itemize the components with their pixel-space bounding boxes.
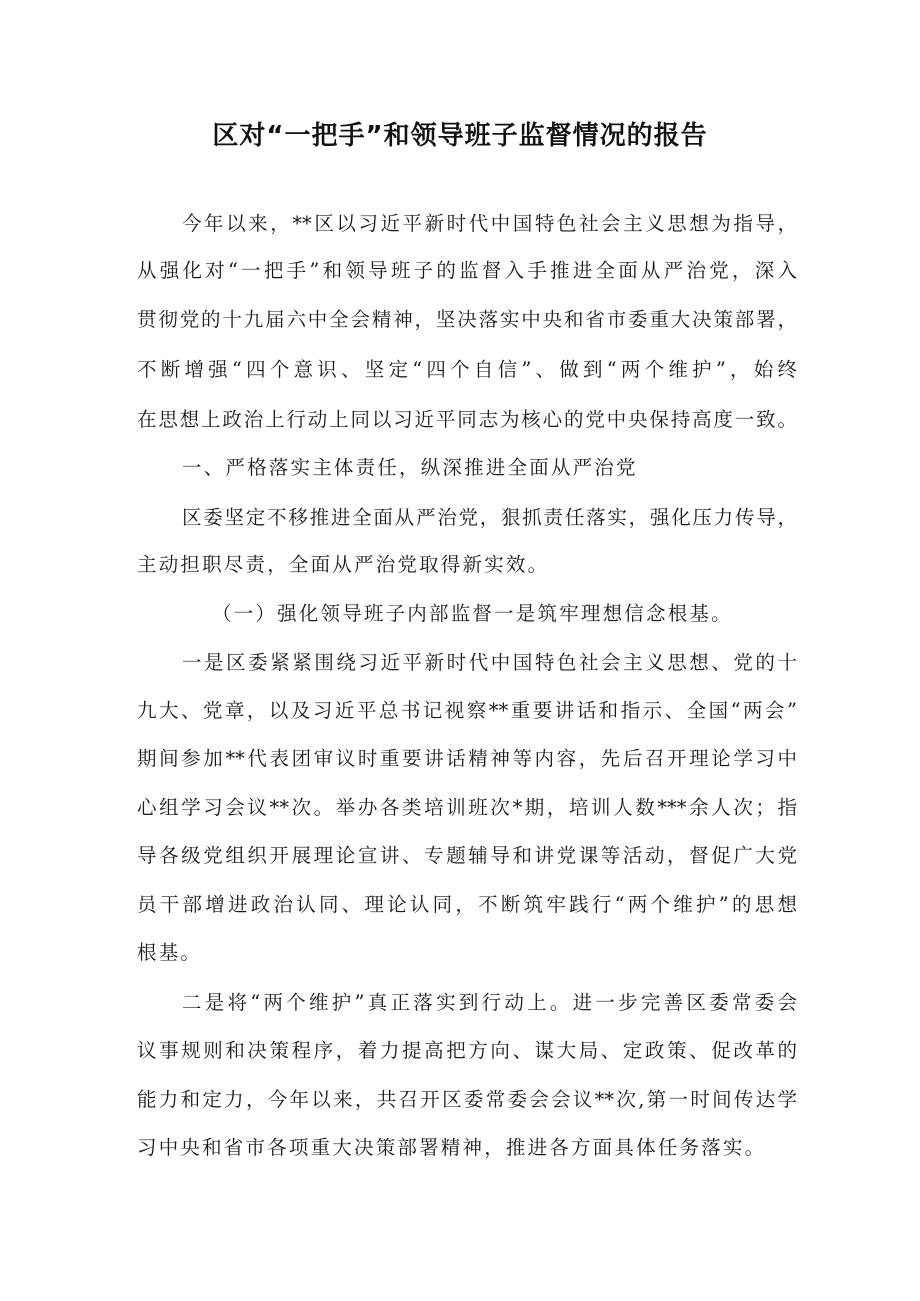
paragraph-line: 从强化对“一把手”和领导班子的监督入手推进全面从严治党，深入	[137, 259, 797, 282]
paragraph-line: 在思想上政治上行动上同以习近平同志为核心的党中央保持高度一致。	[137, 408, 797, 431]
paragraph-line: 员干部增进政治认同、理论认同，不断筑牢践行“两个维护”的思想	[137, 893, 797, 916]
paragraph-line: 根基。	[137, 941, 203, 964]
section-heading: 一、严格落实主体责任，纵深推进全面从严治党	[182, 456, 638, 479]
paragraph-line: 议事规则和决策程序，着力提高把方向、谋大局、定政策、促改革的	[137, 1039, 797, 1062]
paragraph-line: 不断增强“四个意识、坚定“四个自信”、做到“两个维护”，始终	[137, 358, 797, 381]
paragraph-line: 区委坚定不移推进全面从严治党，狠抓责任落实，强化压力传导，	[182, 506, 797, 529]
paragraph-line: 九大、党章，以及习近平总书记视察**重要讲话和指示、全国“两会”	[137, 699, 797, 722]
paragraph-line: 期间参加**代表团审议时重要讲话精神等内容，先后召开理论学习中	[137, 747, 797, 770]
paragraph-line: 一是区委紧紧围绕习近平新时代中国特色社会主义思想、党的十	[182, 651, 797, 674]
paragraph-line: 主动担职尽责，全面从严治党取得新实效。	[137, 553, 550, 576]
paragraph-line: 导各级党组织开展理论宣讲、专题辅导和讲党课等活动，督促广大党	[137, 844, 797, 867]
paragraph-line: 能力和定力，今年以来，共召开区委常委会会议**次,第一时间传达学	[137, 1088, 797, 1111]
subsection-heading: （一）强化领导班子内部监督一是筑牢理想信念根基。	[212, 602, 733, 625]
document-title: 区对“一把手”和领导班子监督情况的报告	[212, 121, 708, 151]
paragraph-line: 心组学习会议**次。举办各类培训班次*期，培训人数***余人次；指	[137, 796, 797, 819]
paragraph-line: 贯彻党的十九届六中全会精神，坚决落实中央和省市委重大决策部署，	[137, 308, 797, 331]
paragraph-line: 今年以来，**区以习近平新时代中国特色社会主义思想为指导，	[182, 212, 797, 235]
paragraph-line: 习中央和省市各项重大决策部署精神，推进各方面具体任务落实。	[137, 1136, 767, 1159]
paragraph-line: 二是将“两个维护”真正落实到行动上。进一步完善区委常委会	[182, 991, 797, 1014]
